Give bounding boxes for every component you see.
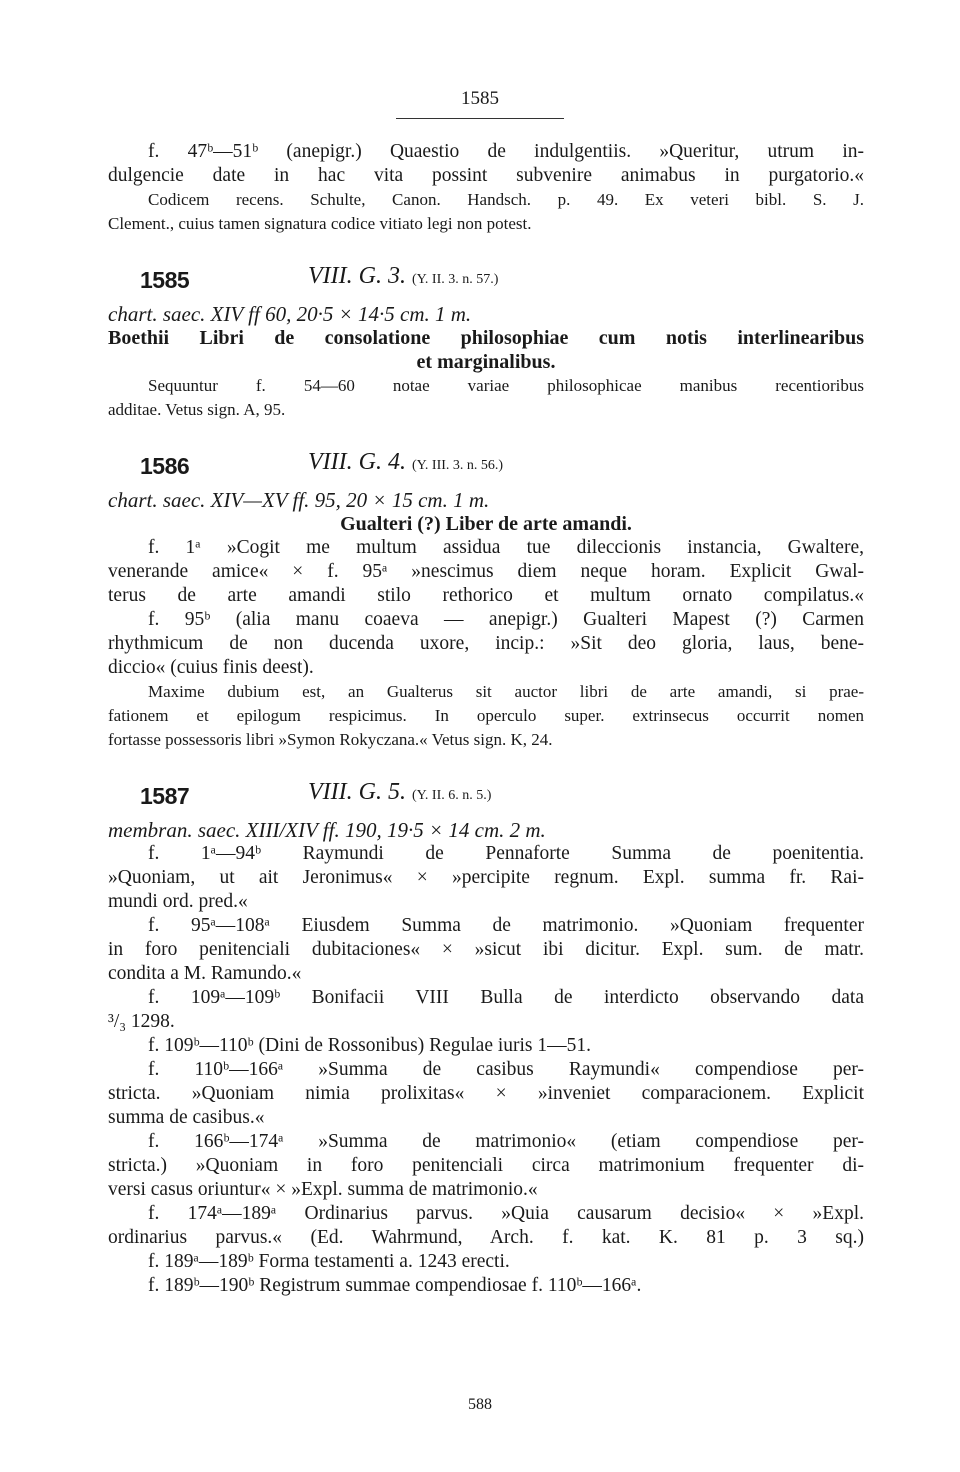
text-line: f. 174ᵃ—189ᵃ Ordinarius parvus. »Quia causarum decisio« × »Expl. — [148, 1203, 864, 1224]
text-line: f. 1ᵃ—94ᵇ Raymundi de Pennaforte Summa de poenitentia. — [148, 843, 864, 864]
work-title: Gualteri (?) Liber de arte amandi. — [340, 513, 632, 535]
text-line: versi casus oriuntur« × »Expl. summa de matrimonio.« — [108, 1179, 538, 1200]
shelfmark — [308, 450, 503, 478]
entry-heading — [108, 450, 864, 486]
note-line: Maxime dubium est, an Gualterus sit auctor libri de arte amandi, si prae- — [148, 682, 864, 701]
text-line: stricta.) »Quoniam in foro penitenciali circa matrimonium frequenter di- — [108, 1155, 864, 1176]
old-signature: (Y. II. 6. n. 5.) — [411, 788, 492, 803]
text-line: ³/₃ 1298. — [108, 1011, 175, 1032]
work-title: et marginalibus. — [416, 351, 556, 373]
text-line: rhythmicum de non ducenda uxore, incip.: »Sit deo gloria, laus, bene- — [108, 633, 864, 654]
entry-heading — [108, 780, 864, 816]
text-line: condita a M. Ramundo.« — [108, 963, 302, 984]
entry-number: 1587 — [140, 783, 190, 809]
page-header-number: 1585 — [461, 88, 499, 109]
text-line: venerande amice« × f. 95ᵃ »nescimus diem neque horam. Explicit Gwal- — [108, 561, 864, 582]
catalogue-entry — [108, 450, 864, 752]
note-line: fationem et epilogum respicimus. In operculo super. extrinsecus occurrit nomen — [108, 706, 864, 725]
text-line: summa de casibus.« — [108, 1107, 265, 1128]
text-line: Clement., cuius tamen signatura codice vitiato legi non potest. — [108, 214, 532, 233]
shelfmark — [308, 780, 491, 808]
old-signature: (Y. III. 3. n. 56.) — [411, 458, 504, 473]
text-line: f. 110ᵇ—166ᵃ »Summa de casibus Raymundi« compendiose per- — [148, 1059, 864, 1080]
note-line: Sequuntur f. 54—60 notae variae philosophicae manibus recentioribus — [148, 376, 864, 395]
text-line: mundi ord. pred.« — [108, 891, 248, 912]
text-line: ordinarius parvus.« (Ed. Wahrmund, Arch. f. kat. K. 81 p. 3 sq.) — [108, 1227, 864, 1248]
entry-heading — [108, 264, 864, 300]
text-line: f. 189ᵃ—189ᵇ Forma testamenti a. 1243 erecti. — [148, 1251, 510, 1272]
note-line: additae. Vetus sign. A, 95. — [108, 400, 286, 419]
physical-description: chart. saec. XIV—XV ff. 95, 20 × 15 cm. 1 m. — [108, 488, 490, 512]
text-line: diccio« (cuius finis deest). — [108, 657, 314, 678]
text-line: »Quoniam, ut ait Jeronimus« × »percipite regnum. Expl. summa fr. Rai- — [108, 867, 864, 888]
text-line: f. 189ᵇ—190ᵇ Registrum summae compendiosae f. 110ᵇ—166ᵃ. — [148, 1275, 642, 1296]
entry-number: 1586 — [140, 453, 190, 479]
old-signature: (Y. II. 3. n. 57.) — [411, 272, 499, 287]
header-rule — [396, 118, 564, 119]
shelfmark-text: VIII. G. 3. — [308, 263, 406, 289]
text-line: f. 109ᵃ—109ᵇ Bonifacii VIII Bulla de interdicto observando data — [148, 987, 864, 1008]
catalogue-content — [108, 140, 864, 1298]
text-line: f. 95ᵇ (alia manu coaeva — anepigr.) Gualteri Mapest (?) Carmen — [148, 609, 864, 630]
text-line: terus de arte amandi stilo rethorico et multum ornato compilatus.« — [108, 585, 864, 606]
text-line: f. 166ᵇ—174ᵃ »Summa de matrimonio« (etiam compendiose per- — [148, 1131, 864, 1152]
physical-description: chart. saec. XIV ff 60, 20·5 × 14·5 cm. 1 m. — [108, 302, 472, 326]
text-line: stricta. »Quoniam nimia prolixitas« × »inveniet comparacionem. Explicit — [108, 1083, 864, 1104]
text-line: f. 1ᵃ »Cogit me multum assidua tue dileccionis instancia, Gwaltere, — [148, 537, 864, 558]
text-line: Codicem recens. Schulte, Canon. Handsch. p. 49. Ex veteri bibl. S. J. — [148, 190, 864, 209]
text-line: f. 95ᵃ—108ᵃ Eiusdem Summa de matrimonio. »Quoniam frequenter — [148, 915, 864, 936]
catalogue-entry — [108, 780, 864, 1298]
note-line: fortasse possessoris libri »Symon Rokyczana.« Vetus sign. K, 24. — [108, 730, 553, 749]
text-line: f. 109ᵇ—110ᵇ (Dini de Rossonibus) Regulae iuris 1—51. — [148, 1035, 592, 1056]
intro-block — [108, 140, 864, 236]
shelfmark-text: VIII. G. 4. — [308, 449, 406, 475]
text-line: f. 47ᵇ—51ᵇ (anepigr.) Quaestio de indulgentiis. »Queritur, utrum in- — [148, 141, 864, 162]
entry-number: 1585 — [140, 267, 190, 293]
physical-description: membran. saec. XIII/XIV ff. 190, 19·5 × 14 cm. 2 m. — [108, 818, 546, 842]
text-line: in foro penitenciali dubitaciones« × »sicut ibi dicitur. Expl. sum. de matr. — [108, 939, 864, 960]
catalogue-entry — [108, 264, 864, 422]
shelfmark-text: VIII. G. 5. — [308, 779, 406, 805]
shelfmark — [308, 264, 498, 292]
work-title: Boethii Libri de consolatione philosophiae cum notis interlinearibus — [108, 327, 864, 349]
page-footer-number: 588 — [468, 1396, 492, 1413]
text-line: dulgencie date in hac vita possint subvenire animabus in purgatorio.« — [108, 165, 864, 186]
